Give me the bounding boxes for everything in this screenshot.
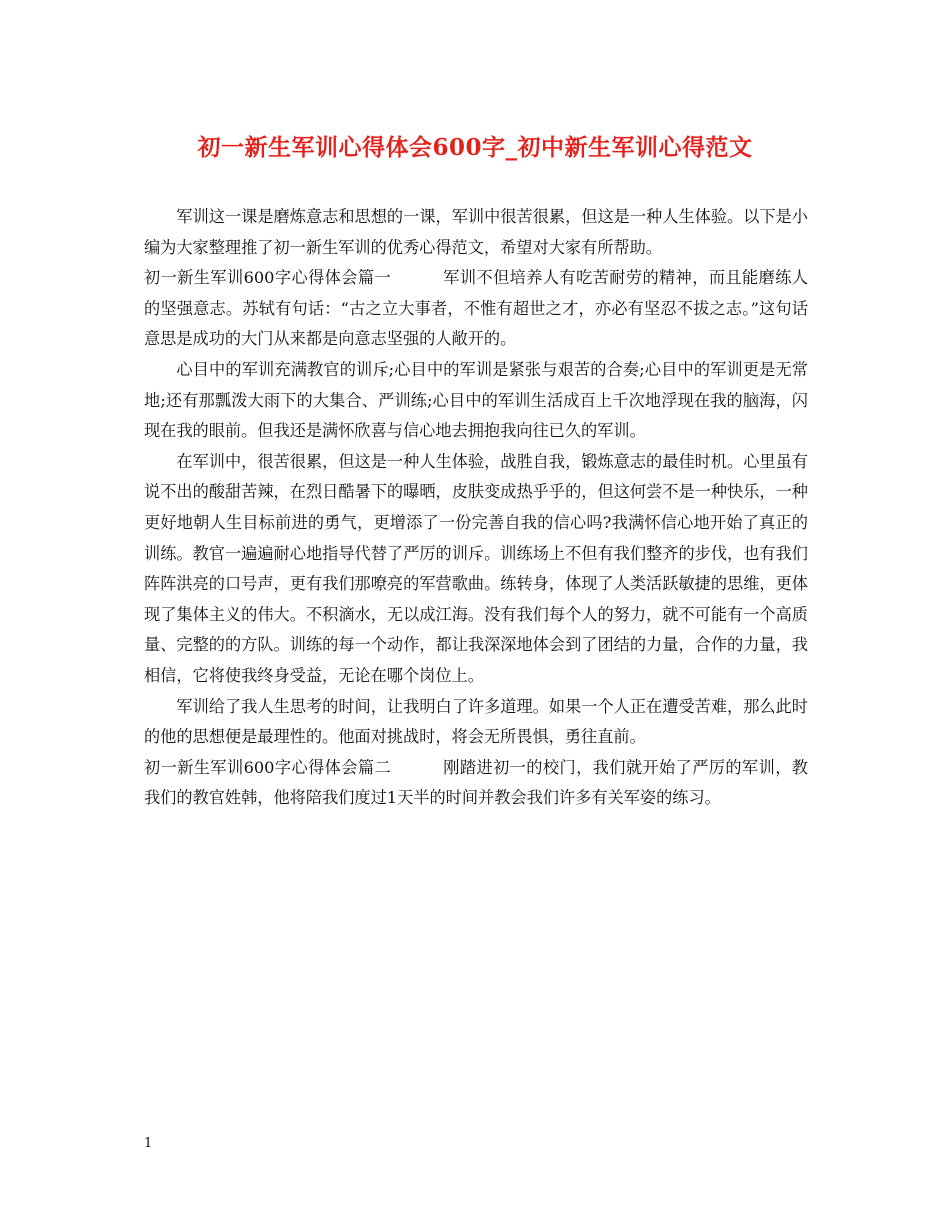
- section-two-paragraph: [144, 753, 808, 814]
- document-body: [144, 202, 808, 814]
- document-title: 初一新生军训心得体会600字_初中新生军训心得范文: [197, 134, 753, 161]
- page-number: 1: [144, 1136, 153, 1151]
- section-two-lead: 刚踏进初一的校门，我们就开始了严厉的军训，教我们的教官姓韩，他将陪我们度过1天半的时间并教会我们许多有关军姿的练习。: [144, 757, 808, 808]
- intro-paragraph: 军训这一课是磨炼意志和思想的一课，军训中很苦很累，但这是一种人生体验。以下是小编为大家整理推了初一新生军训的优秀心得范文，希望对大家有所帮助。: [144, 207, 808, 257]
- body-paragraph-2: 心目中的军训充满教官的训斥;心目中的军训是紧张与艰苦的合奏;心目中的军训更是无常地;还有那瓢泼大雨下的大集合、严训练;心目中的军训生活成百上千次地浮现在我的脑海，闪现在我的眼前。但我还是满怀欣喜与信心地去拥抱我向往已久的军训。: [144, 359, 808, 441]
- section-one-heading: 初一新生军训600字心得体会篇一: [144, 268, 392, 288]
- body-paragraph-3: 在军训中，很苦很累，但这是一种人生体验，战胜自我，锻炼意志的最佳时机。心里虽有说不出的酸甜苦辣，在烈日酷暑下的曝晒，皮肤变成热乎乎的，但这何尝不是一种快乐，一种更好地朝人生目标前进的勇气，更增添了一份完善自我的信心吗?我满怀信心地开始了真正的训练。教官一遍遍耐心地指导代替了严厉的训斥。训练场上不但有我们整齐的步伐，也有我们阵阵洪亮的口号声，更有我们那嘹亮的军营歌曲。练转身，体现了人类活跃敏捷的思维，更体现了集体主义的伟大。不积滴水，无以成江海。没有我们每个人的努力，就不可能有一个高质量、完整的的方队。训练的每一个动作，都让我深深地体会到了团结的力量，合作的力量，我相信，它将使我终身受益，无论在哪个岗位上。: [144, 451, 808, 685]
- section-two-heading: 初一新生军训600字心得体会篇二: [144, 757, 392, 777]
- section-one-lead: 军训不但培养人有吃苦耐劳的精神，而且能磨练人的坚强意志。苏轼有句话：“古之立大事者，不惟有超世之才，亦必有坚忍不拔之志。”这句话意思是成功的大门从来都是向意志坚强的人敞开的。: [144, 268, 808, 349]
- section-one-paragraph: [144, 263, 808, 355]
- body-paragraph-4: 军训给了我人生思考的时间，让我明白了许多道理。如果一个人正在遭受苦难，那么此时的他的思想便是最理性的。他面对挑战时，将会无所畏惧，勇往直前。: [144, 696, 808, 747]
